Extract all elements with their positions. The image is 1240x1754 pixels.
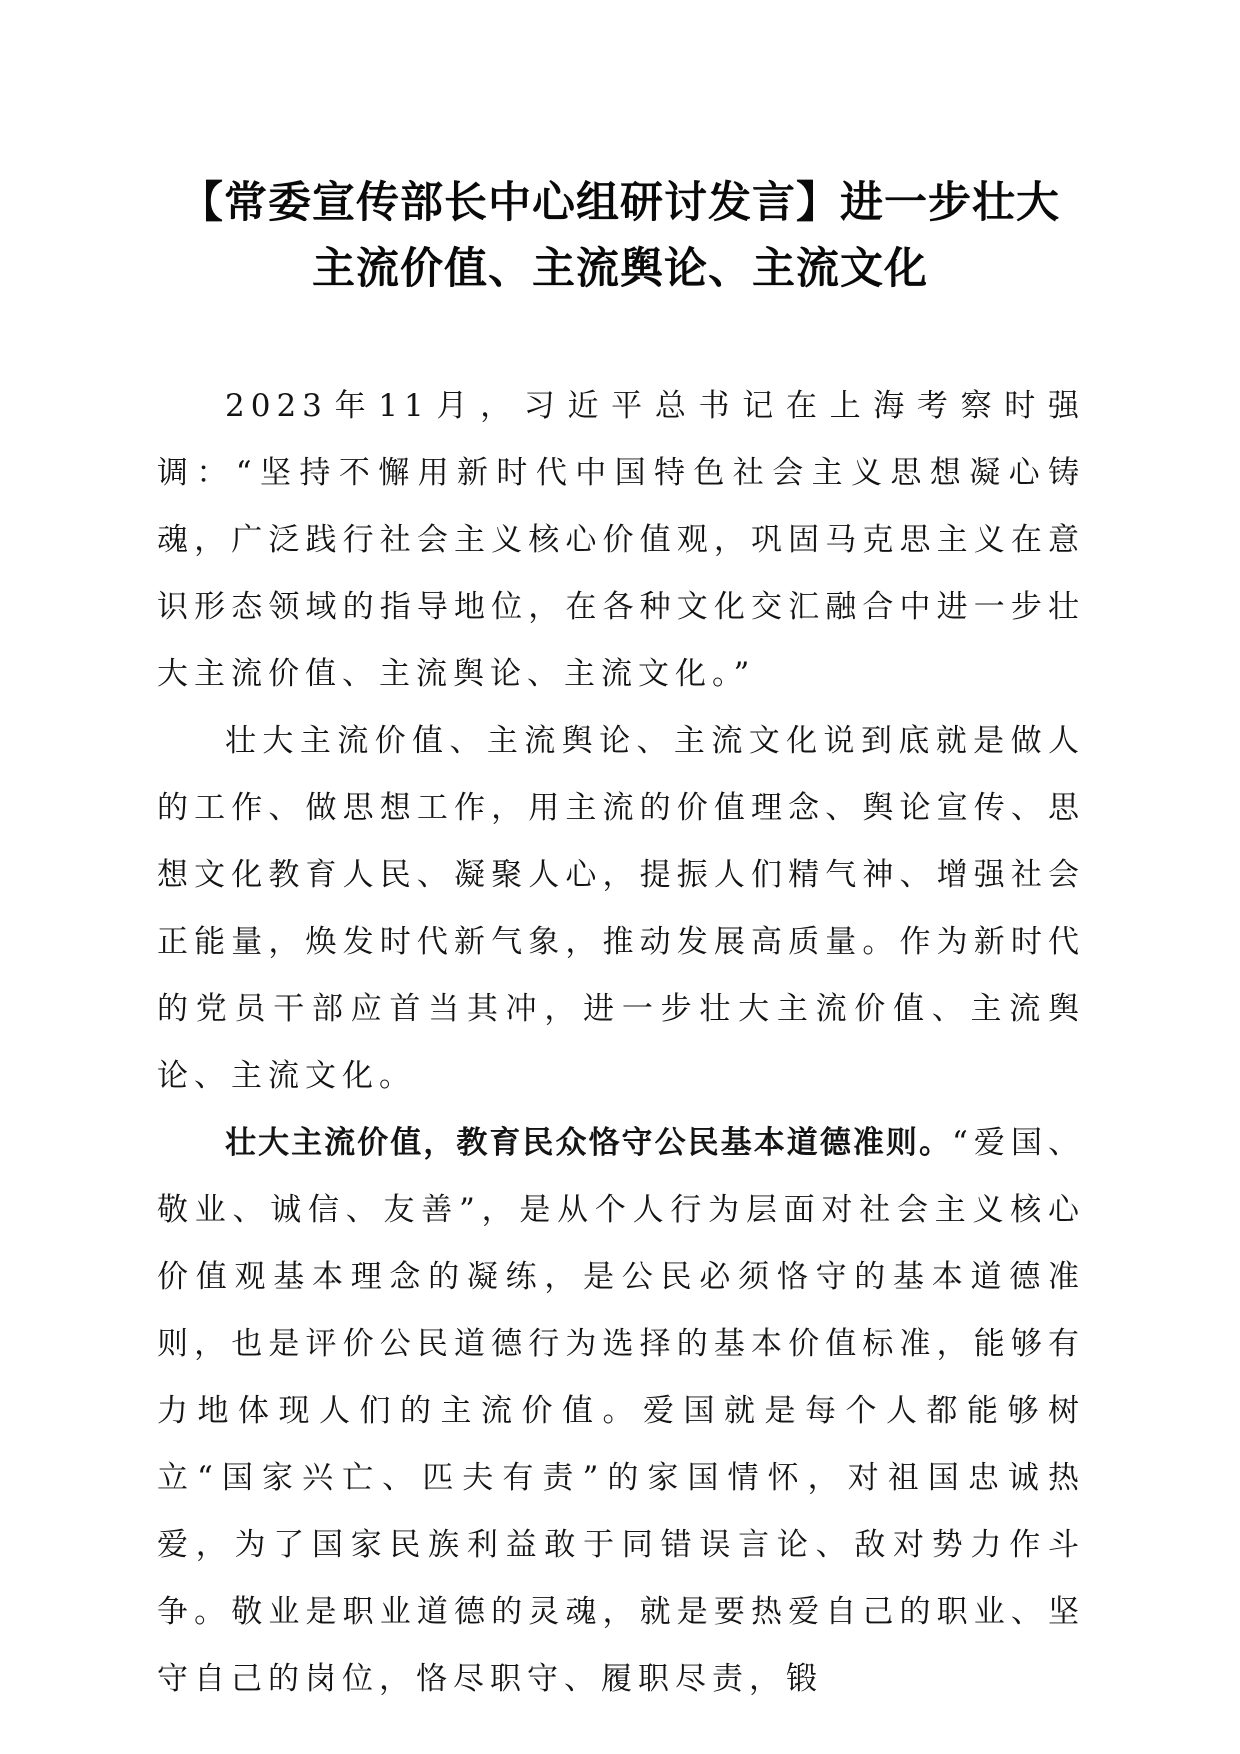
paragraph-3 (157, 1110, 1085, 1713)
paragraph-2-text: 壮大主流价值、主流舆论、主流文化说到底就是做人的工作、做思想工作，用主流的价值理念、舆论宣传、思想文化教育人民、凝聚人心，提振人们精气神、增强社会正能量，焕发时代新气象，推动发展高质量。作为新时代的党员干部应首当其冲，进一步壮大主流价值、主流舆论、主流文化。 (157, 723, 1085, 1094)
paragraph-3-text: “爱国、敬业、诚信、友善”，是从个人行为层面对社会主义核心价值观基本理念的凝练，是公民必须恪守的基本道德准则，也是评价公民道德行为选择的基本价值标准，能够有力地体现人们的主流价值。爱国就是每个人都能够树立“国家兴亡、匹夫有责”的家国情怀，对祖国忠诚热爱，为了国家民族利益敢于同错误言论、敌对势力作斗争。敬业是职业道德的灵魂，就是要热爱自己的职业、坚守自己的岗位，恪尽职守、履职尽责，锻 (157, 1125, 1086, 1697)
paragraph-1-text: 2023年11月，习近平总书记在上海考察时强调：“坚持不懈用新时代中国特色社会主义思想凝心铸魂，广泛践行社会主义核心价值观，巩固马克思主义在意识形态领域的指导地位，在各种文化交汇融合中进一步壮大主流价值、主流舆论、主流文化。” (157, 388, 1085, 692)
paragraph-3-lead: 壮大主流价值，教育民众恪守公民基本道德准则。 (225, 1125, 953, 1161)
paragraph-1 (157, 373, 1085, 708)
document-body (157, 373, 1085, 1713)
document-title (155, 170, 1085, 302)
title-line-2: 主流价值、主流舆论、主流文化 (312, 244, 928, 294)
title-line-1: 【常委宣传部长中心组研讨发言】进一步壮大 (180, 178, 1060, 228)
paragraph-2 (157, 708, 1085, 1110)
